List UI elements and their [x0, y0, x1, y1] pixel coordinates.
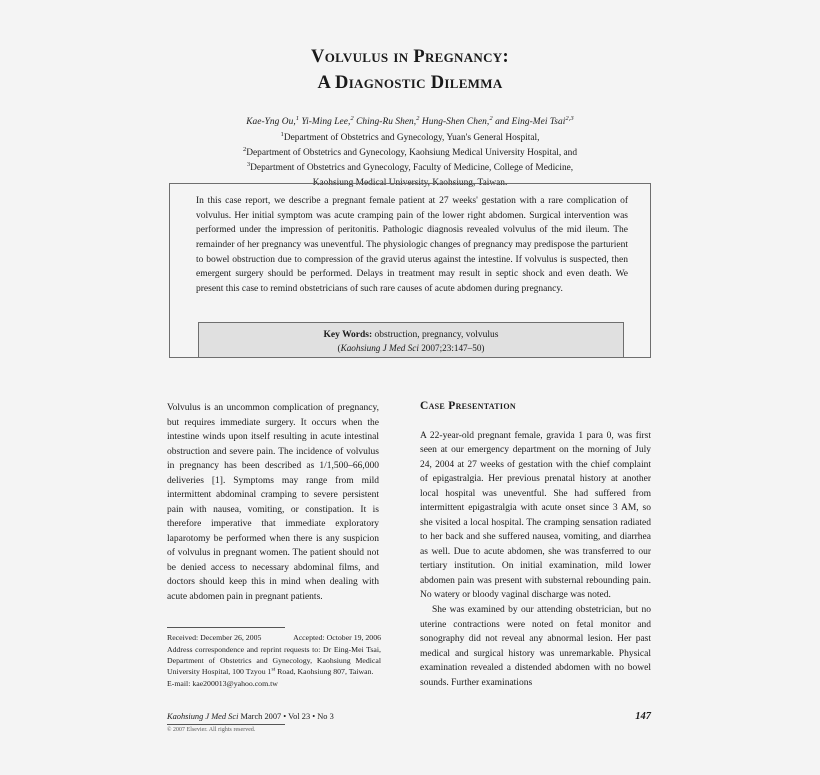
keywords-terms: obstruction, pregnancy, volvulus [374, 330, 499, 340]
affiliation-4: Kaohsiung Medical University, Kaohsiung, Taiwan. [312, 178, 508, 189]
abstract-text: In this case report, we describe a pregnant female patient at 27 weeks' gestation with a rare complication of volvulus. Her initial symptom was acute cramping pain of the lower right abdomen. Surgical intervention was performed under the impression of peritonitis. Pathologic diagnosis revealed volvulus of the mid ileum. The remainder of her pregnancy was uneventful. The physiologic changes of pregnancy may predispose the parturient to bowel obstruction due to compression of the gravid uterus against the intestine. If volvulus is suspected, then emergent surgery should be performed. Delays in treatment may result in septic shock and even death. We present this case to remind obstetricians of such rare causes of acute abdomen during pregnancy. [196, 196, 628, 295]
right-paragraph-1: A 22-year-old pregnant female, gravida 1 para 0, was first seen at our emergency department on the morning of July 24, 2004 at 27 weeks of gestation with the chief complaint of epigastralgia. Her previous prenatal history at another local hospital was uneventful. She had suffered from intermittent epigastralgia with acute onset since 3 AM, so she visited a local hospital. The cramping sensation radiated to her back and she suffered nausea, vomiting, and diarrhea as well. Due to acute abdomen, she was transferred to our tertiary institution. On initial examination, mild lower abdomen pain was present with substernal rebounding pain. No watery or bloody vaginal discharge was noted. [420, 430, 651, 601]
page-number: 147 [635, 711, 651, 722]
title-block [160, 44, 660, 192]
page-title [160, 44, 660, 97]
received-date: Received: December 26, 2005 [167, 633, 262, 642]
title-line-2: A Diagnostic Dilemma [317, 73, 503, 94]
left-column [167, 401, 379, 604]
citation-rest: 2007;23:147–50) [421, 343, 485, 354]
page-footer [167, 711, 651, 733]
citation-line: (Kaohsiung J Med Sci 2007;23:147–50) [337, 343, 485, 354]
correspondence-email[interactable]: E-mail: kae200013@yahoo.com.tw [167, 679, 278, 689]
title-line-1: Volvulus in Pregnancy: [311, 47, 509, 67]
footer-line [167, 711, 651, 722]
footnote-dates [167, 632, 381, 643]
accepted-date: Accepted: October 19, 2006 [293, 633, 381, 642]
correspondence-address: Address correspondence and reprint requests to: Dr Eing-Mei Tsai, Department of Obstetrics and Gynecology, Kaohsiung Medical University Hospital, 100 Tzyou 1st Road, Kaohsiung 807, Taiwan. [167, 644, 381, 677]
keywords-line [199, 329, 623, 342]
affiliation-2: $^2$Department of Obstetrics and Gynecology, Kaohsiung Medical University Hospital, and [242, 145, 578, 158]
citation-journal: Kaohsiung J Med Sci [340, 343, 419, 354]
author-list [160, 115, 660, 129]
footnote-block [167, 632, 381, 689]
section-heading-case-presentation: Case Presentation [420, 400, 516, 412]
keywords-box [198, 322, 624, 358]
author-names: Kae-Yng Ou,$^1$ Yi-Ming Lee,$^2$ Ching-Ru Shen,$^2$ Hung-Shen Chen,$^2$ and Eing-Mei Tsai$^{2,3}$ [246, 114, 574, 127]
footer-divider [167, 724, 285, 725]
keywords-label: Key Words: [323, 330, 373, 340]
footer-journal: Kaohsiung J Med Sci [167, 712, 239, 721]
copyright-notice: © 2007 Elsevier. All rights reserved. [167, 727, 256, 733]
footer-issue: March 2007 • Vol 23 • No 3 [240, 712, 334, 721]
footer-journal-issue [167, 712, 334, 721]
footnote-divider [167, 627, 285, 628]
affiliation-3: $^3$Department of Obstetrics and Gynecology, Faculty of Medicine, College of Medicine, [246, 160, 574, 174]
affiliation-1: $^1$Department of Obstetrics and Gynecology, Yuan's General Hospital, [280, 130, 540, 143]
right-paragraph-2: She was examined by our attending obstetrician, but no uterine contractions were noted on fetal monitor and sonography did not reveal any abnormal lesion. Her past medical and surgical history was unremarkable. Physical examination revealed a distended abdomen with no bowel sounds. Further examinations [420, 604, 651, 688]
right-column [420, 398, 651, 690]
left-paragraph: Volvulus is an uncommon complication of pregnancy, but requires immediate surgery. It occurs when the intestine winds upon itself resulting in acute intestinal obstruction and severe pain. The incidence of volvulus in pregnancy has been described as 1/1,500–66,000 deliveries [1]. Symptoms may range from mild intermittent abdominal cramping to severe persistent pain with nausea, vomiting, or constipation. It is therefore imperative that immediate exploratory laparotomy be performed when there is any suspicion of volvulus in pregnant women. The patient should not be denied access to necessary abdominal films, and doctors should keep this in mind when dealing with acute abdomen pain in pregnant patients. [167, 403, 379, 602]
